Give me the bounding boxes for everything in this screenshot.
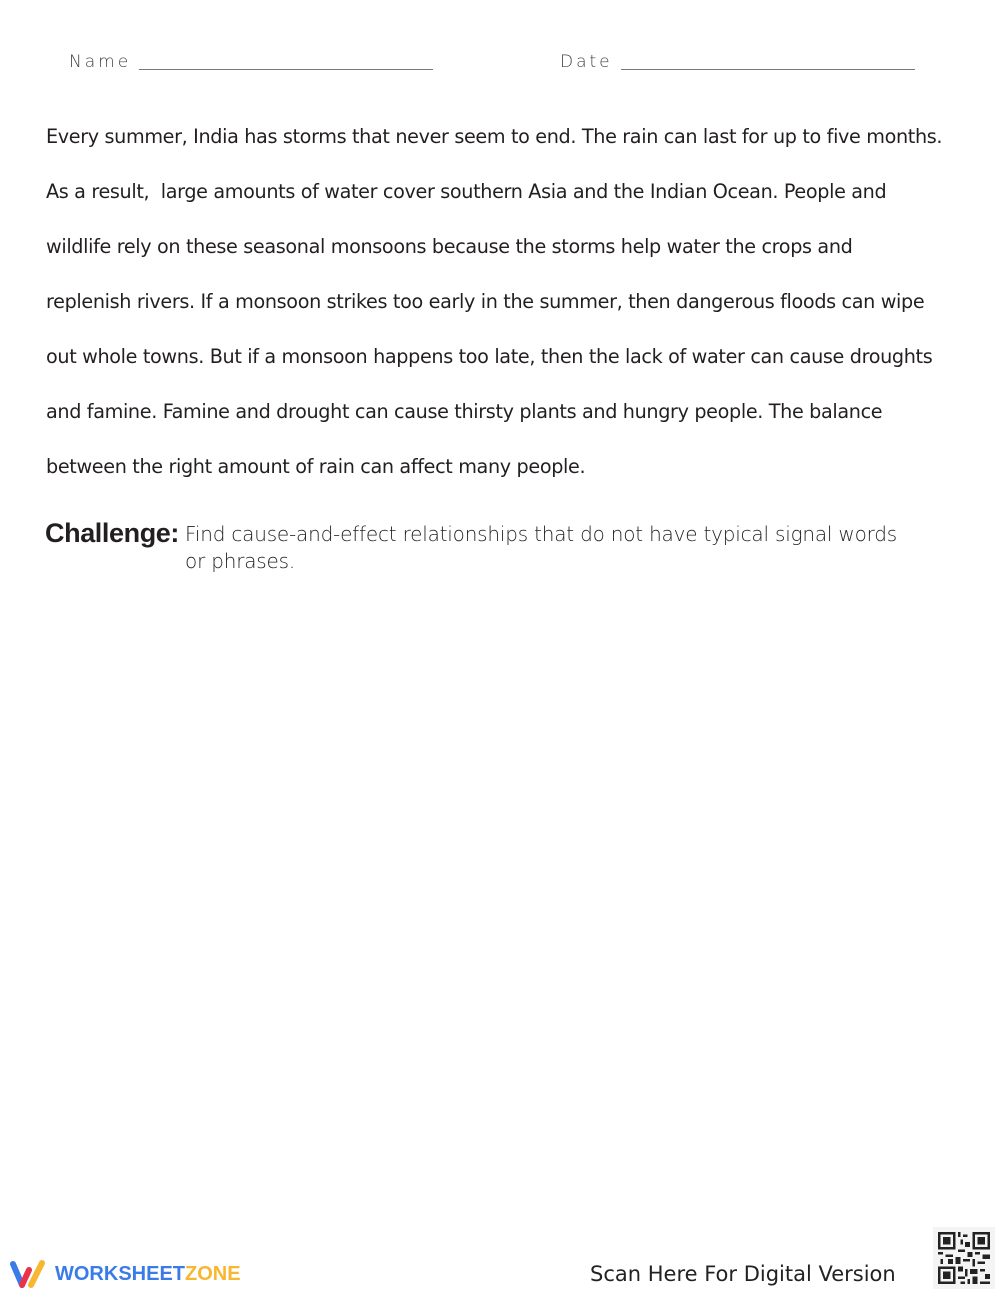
passage-line: As a result, large amounts of water cover southern Asia and the Indian Ocean. People and xyxy=(46,180,887,203)
name-label: Name xyxy=(69,52,132,72)
scan-here-text: Scan Here For Digital Version xyxy=(590,1262,896,1286)
worksheetzone-w-icon xyxy=(9,1258,49,1290)
name-blank-line[interactable] xyxy=(139,69,433,70)
date-field xyxy=(560,52,915,72)
passage-line: and famine. Famine and drought can cause thirsty plants and hungry people. The balance xyxy=(46,400,883,423)
challenge-text: Find cause-and-effect relationships that do not have typical signal words or phrases. xyxy=(185,522,898,573)
challenge-label: Challenge: xyxy=(45,518,180,548)
date-label: Date xyxy=(560,52,613,72)
worksheetzone-logo[interactable] xyxy=(9,1258,241,1290)
logo-text-worksheet: WORKSHEET xyxy=(55,1262,185,1285)
passage-line: Every summer, India has storms that never seem to end. The rain can last for up to five months. xyxy=(46,125,943,148)
passage-line: out whole towns. But if a monsoon happens too late, then the lack of water can cause droughts xyxy=(46,345,933,368)
passage-line: wildlife rely on these seasonal monsoons because the storms help water the crops and xyxy=(46,235,853,258)
passage-line: between the right amount of rain can affect many people. xyxy=(46,455,586,478)
name-field xyxy=(69,52,433,72)
reading-passage xyxy=(46,118,966,503)
passage-line: replenish rivers. If a monsoon strikes too early in the summer, then dangerous floods can wipe xyxy=(46,290,925,313)
logo-wordmark xyxy=(55,1263,241,1286)
challenge-section xyxy=(45,516,905,575)
date-blank-line[interactable] xyxy=(621,69,915,70)
logo-text-zone: ZONE xyxy=(185,1262,241,1285)
qr-code-icon[interactable] xyxy=(933,1227,995,1289)
